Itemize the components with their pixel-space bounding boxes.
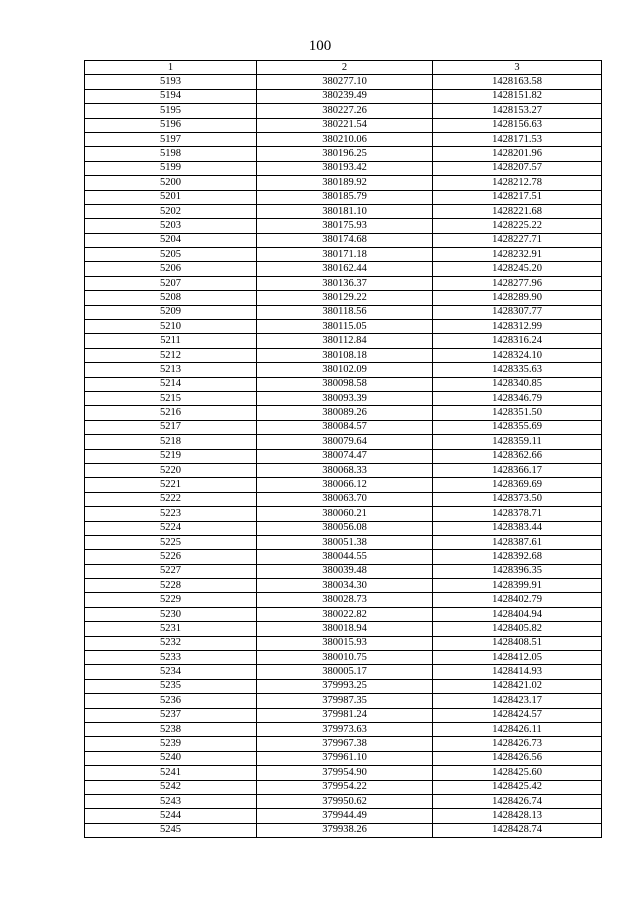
- table-cell-col-1: 5237: [85, 708, 257, 722]
- table-cell-col-3: 1428426.56: [433, 751, 602, 765]
- table-cell-col-1: 5208: [85, 291, 257, 305]
- table-cell-col-1: 5200: [85, 176, 257, 190]
- table-cell-col-2: 380239.49: [257, 89, 433, 103]
- table-cell-col-3: 1428201.96: [433, 147, 602, 161]
- table-cell-col-1: 5217: [85, 420, 257, 434]
- table-row: [85, 607, 602, 621]
- table-cell-col-1: 5226: [85, 550, 257, 564]
- table-cell-col-3: 1428232.91: [433, 248, 602, 262]
- table-cell-col-1: 5231: [85, 622, 257, 636]
- table-cell-col-2: 380079.64: [257, 435, 433, 449]
- table-row: [85, 593, 602, 607]
- table-row: [85, 823, 602, 837]
- table-row: [85, 348, 602, 362]
- table-cell-col-3: 1428225.22: [433, 219, 602, 233]
- table-row: [85, 363, 602, 377]
- table-cell-col-3: 1428425.42: [433, 780, 602, 794]
- table-cell-col-2: 380102.09: [257, 363, 433, 377]
- table-cell-col-1: 5245: [85, 823, 257, 837]
- table-cell-col-1: 5244: [85, 809, 257, 823]
- table-cell-col-1: 5197: [85, 132, 257, 146]
- table-cell-col-1: 5194: [85, 89, 257, 103]
- table-cell-col-2: 380068.33: [257, 463, 433, 477]
- table-cell-col-2: 380227.26: [257, 104, 433, 118]
- table-cell-col-1: 5211: [85, 334, 257, 348]
- table-cell-col-2: 379954.90: [257, 766, 433, 780]
- table-cell-col-3: 1428362.66: [433, 449, 602, 463]
- table-cell-col-3: 1428163.58: [433, 75, 602, 89]
- table-row: [85, 737, 602, 751]
- table-row: [85, 751, 602, 765]
- table-cell-col-3: 1428335.63: [433, 363, 602, 377]
- table-cell-col-3: 1428421.02: [433, 679, 602, 693]
- table-cell-col-2: 380066.12: [257, 478, 433, 492]
- table-row: [85, 334, 602, 348]
- table-row: [85, 89, 602, 103]
- table-cell-col-1: 5205: [85, 248, 257, 262]
- table-cell-col-2: 379938.26: [257, 823, 433, 837]
- table-cell-col-2: 380196.25: [257, 147, 433, 161]
- table-cell-col-2: 380098.58: [257, 377, 433, 391]
- table-row: [85, 622, 602, 636]
- table-cell-col-3: 1428359.11: [433, 435, 602, 449]
- table-cell-col-2: 380171.18: [257, 248, 433, 262]
- table-cell-col-2: 380044.55: [257, 550, 433, 564]
- table-cell-col-3: 1428151.82: [433, 89, 602, 103]
- table-cell-col-3: 1428428.74: [433, 823, 602, 837]
- table-cell-col-2: 380162.44: [257, 262, 433, 276]
- table-row: [85, 161, 602, 175]
- table-cell-col-2: 380063.70: [257, 492, 433, 506]
- table-cell-col-3: 1428414.93: [433, 665, 602, 679]
- table-cell-col-1: 5204: [85, 233, 257, 247]
- table-row: [85, 118, 602, 132]
- page-number: 100: [308, 38, 332, 54]
- table-cell-col-3: 1428426.11: [433, 722, 602, 736]
- table-cell-col-2: 379993.25: [257, 679, 433, 693]
- table-cell-col-3: 1428428.13: [433, 809, 602, 823]
- table-cell-col-2: 379954.22: [257, 780, 433, 794]
- table-cell-col-3: 1428346.79: [433, 391, 602, 405]
- table-cell-col-1: 5240: [85, 751, 257, 765]
- table-cell-col-1: 5242: [85, 780, 257, 794]
- table-cell-col-2: 380129.22: [257, 291, 433, 305]
- table-cell-col-2: 380193.42: [257, 161, 433, 175]
- table-cell-col-3: 1428387.61: [433, 535, 602, 549]
- table-cell-col-2: 380060.21: [257, 507, 433, 521]
- table-cell-col-1: 5243: [85, 794, 257, 808]
- table-cell-col-2: 380115.05: [257, 320, 433, 334]
- table-cell-col-1: 5228: [85, 579, 257, 593]
- table-row: [85, 377, 602, 391]
- table-cell-col-2: 380022.82: [257, 607, 433, 621]
- table-row: [85, 651, 602, 665]
- table-cell-col-1: 5220: [85, 463, 257, 477]
- table-header-row: [85, 61, 602, 75]
- table-cell-col-2: 380056.08: [257, 521, 433, 535]
- table-cell-col-3: 1428171.53: [433, 132, 602, 146]
- table-row: [85, 463, 602, 477]
- table-row: [85, 132, 602, 146]
- table-cell-col-3: 1428408.51: [433, 636, 602, 650]
- table-cell-col-1: 5232: [85, 636, 257, 650]
- table-cell-col-1: 5199: [85, 161, 257, 175]
- table-cell-col-1: 5195: [85, 104, 257, 118]
- table-cell-col-1: 5203: [85, 219, 257, 233]
- table-cell-col-3: 1428212.78: [433, 176, 602, 190]
- table-cell-col-1: 5221: [85, 478, 257, 492]
- table-row: [85, 521, 602, 535]
- table-cell-col-2: 380221.54: [257, 118, 433, 132]
- table-cell-col-1: 5193: [85, 75, 257, 89]
- table-cell-col-2: 380093.39: [257, 391, 433, 405]
- table-row: [85, 320, 602, 334]
- table-cell-col-2: 380010.75: [257, 651, 433, 665]
- table-row: [85, 406, 602, 420]
- table-cell-col-3: 1428426.74: [433, 794, 602, 808]
- table-row: [85, 305, 602, 319]
- table-row: [85, 579, 602, 593]
- table-cell-col-1: 5241: [85, 766, 257, 780]
- table-row: [85, 492, 602, 506]
- table-cell-col-1: 5207: [85, 276, 257, 290]
- table-cell-col-3: 1428355.69: [433, 420, 602, 434]
- table-cell-col-1: 5198: [85, 147, 257, 161]
- table-cell-col-3: 1428402.79: [433, 593, 602, 607]
- table-row: [85, 535, 602, 549]
- table-cell-col-3: 1428245.20: [433, 262, 602, 276]
- coordinates-table: [84, 60, 602, 838]
- table-cell-col-3: 1428426.73: [433, 737, 602, 751]
- table-cell-col-3: 1428277.96: [433, 276, 602, 290]
- table-row: [85, 507, 602, 521]
- column-header-1: 1: [85, 61, 257, 75]
- table-body: [85, 75, 602, 838]
- column-header-2: 2: [257, 61, 433, 75]
- table-cell-col-2: 380181.10: [257, 204, 433, 218]
- table-cell-col-3: 1428412.05: [433, 651, 602, 665]
- table-cell-col-2: 380118.56: [257, 305, 433, 319]
- table-cell-col-3: 1428340.85: [433, 377, 602, 391]
- table-cell-col-3: 1428396.35: [433, 564, 602, 578]
- table-cell-col-2: 380210.06: [257, 132, 433, 146]
- table-cell-col-1: 5214: [85, 377, 257, 391]
- table-row: [85, 636, 602, 650]
- table-row: [85, 665, 602, 679]
- table-cell-col-2: 380074.47: [257, 449, 433, 463]
- table-row: [85, 190, 602, 204]
- table-cell-col-3: 1428312.99: [433, 320, 602, 334]
- table-cell-col-1: 5209: [85, 305, 257, 319]
- table-cell-col-1: 5239: [85, 737, 257, 751]
- table-cell-col-2: 379961.10: [257, 751, 433, 765]
- table-cell-col-1: 5235: [85, 679, 257, 693]
- table-row: [85, 262, 602, 276]
- table-cell-col-2: 380018.94: [257, 622, 433, 636]
- table-cell-col-1: 5236: [85, 694, 257, 708]
- table-row: [85, 478, 602, 492]
- table-cell-col-1: 5230: [85, 607, 257, 621]
- table-row: [85, 219, 602, 233]
- table-row: [85, 147, 602, 161]
- table-cell-col-1: 5215: [85, 391, 257, 405]
- table-cell-col-1: 5218: [85, 435, 257, 449]
- table-cell-col-2: 380089.26: [257, 406, 433, 420]
- table-cell-col-2: 380028.73: [257, 593, 433, 607]
- table-row: [85, 694, 602, 708]
- table-row: [85, 564, 602, 578]
- table-cell-col-1: 5212: [85, 348, 257, 362]
- table-cell-col-3: 1428227.71: [433, 233, 602, 247]
- table-cell-col-3: 1428156.63: [433, 118, 602, 132]
- table-cell-col-1: 5234: [85, 665, 257, 679]
- table-cell-col-2: 380136.37: [257, 276, 433, 290]
- table-row: [85, 176, 602, 190]
- table-row: [85, 233, 602, 247]
- table-cell-col-1: 5210: [85, 320, 257, 334]
- table-cell-col-1: 5196: [85, 118, 257, 132]
- table-row: [85, 766, 602, 780]
- table-cell-col-1: 5224: [85, 521, 257, 535]
- table-row: [85, 809, 602, 823]
- table-cell-col-1: 5222: [85, 492, 257, 506]
- table-cell-col-3: 1428425.60: [433, 766, 602, 780]
- table-cell-col-3: 1428307.77: [433, 305, 602, 319]
- table-cell-col-3: 1428316.24: [433, 334, 602, 348]
- table-cell-col-2: 379944.49: [257, 809, 433, 823]
- table-row: [85, 204, 602, 218]
- table-cell-col-2: 380189.92: [257, 176, 433, 190]
- table-cell-col-3: 1428217.51: [433, 190, 602, 204]
- table-row: [85, 435, 602, 449]
- table-cell-col-1: 5213: [85, 363, 257, 377]
- table-cell-col-2: 380175.93: [257, 219, 433, 233]
- table-cell-col-3: 1428366.17: [433, 463, 602, 477]
- table-cell-col-1: 5219: [85, 449, 257, 463]
- table-cell-col-3: 1428378.71: [433, 507, 602, 521]
- table-cell-col-1: 5238: [85, 722, 257, 736]
- table-cell-col-3: 1428289.90: [433, 291, 602, 305]
- table-row: [85, 104, 602, 118]
- table-cell-col-2: 380277.10: [257, 75, 433, 89]
- table-row: [85, 248, 602, 262]
- table-cell-col-2: 379987.35: [257, 694, 433, 708]
- table-cell-col-3: 1428424.57: [433, 708, 602, 722]
- table-cell-col-2: 380005.17: [257, 665, 433, 679]
- table-cell-col-1: 5227: [85, 564, 257, 578]
- table-cell-col-2: 380051.38: [257, 535, 433, 549]
- table-cell-col-3: 1428153.27: [433, 104, 602, 118]
- table-cell-col-1: 5229: [85, 593, 257, 607]
- table-cell-col-1: 5201: [85, 190, 257, 204]
- table-row: [85, 449, 602, 463]
- table-cell-col-2: 380015.93: [257, 636, 433, 650]
- table-cell-col-2: 379967.38: [257, 737, 433, 751]
- table-cell-col-3: 1428221.68: [433, 204, 602, 218]
- table-cell-col-3: 1428383.44: [433, 521, 602, 535]
- table-cell-col-3: 1428351.50: [433, 406, 602, 420]
- table-cell-col-2: 380084.57: [257, 420, 433, 434]
- table-cell-col-1: 5206: [85, 262, 257, 276]
- table-cell-col-3: 1428392.68: [433, 550, 602, 564]
- table-row: [85, 276, 602, 290]
- table-row: [85, 420, 602, 434]
- table-row: [85, 550, 602, 564]
- table-cell-col-2: 379981.24: [257, 708, 433, 722]
- table-cell-col-1: 5225: [85, 535, 257, 549]
- table-cell-col-2: 380039.48: [257, 564, 433, 578]
- table-cell-col-1: 5223: [85, 507, 257, 521]
- table-cell-col-3: 1428369.69: [433, 478, 602, 492]
- table-row: [85, 291, 602, 305]
- table-row: [85, 794, 602, 808]
- table-cell-col-2: 380112.84: [257, 334, 433, 348]
- table-row: [85, 679, 602, 693]
- table-cell-col-3: 1428423.17: [433, 694, 602, 708]
- table-cell-col-2: 380185.79: [257, 190, 433, 204]
- table-row: [85, 391, 602, 405]
- table-cell-col-3: 1428207.57: [433, 161, 602, 175]
- table-cell-col-2: 380174.68: [257, 233, 433, 247]
- table-cell-col-2: 379950.62: [257, 794, 433, 808]
- table-cell-col-2: 380108.18: [257, 348, 433, 362]
- table-cell-col-3: 1428404.94: [433, 607, 602, 621]
- table-row: [85, 722, 602, 736]
- table-cell-col-2: 380034.30: [257, 579, 433, 593]
- table-row: [85, 75, 602, 89]
- column-header-3: 3: [433, 61, 602, 75]
- table-cell-col-3: 1428399.91: [433, 579, 602, 593]
- table-cell-col-3: 1428405.82: [433, 622, 602, 636]
- table-cell-col-1: 5233: [85, 651, 257, 665]
- table-cell-col-1: 5202: [85, 204, 257, 218]
- table-cell-col-3: 1428373.50: [433, 492, 602, 506]
- table-row: [85, 708, 602, 722]
- table-cell-col-2: 379973.63: [257, 722, 433, 736]
- table-cell-col-3: 1428324.10: [433, 348, 602, 362]
- table-row: [85, 780, 602, 794]
- table-cell-col-1: 5216: [85, 406, 257, 420]
